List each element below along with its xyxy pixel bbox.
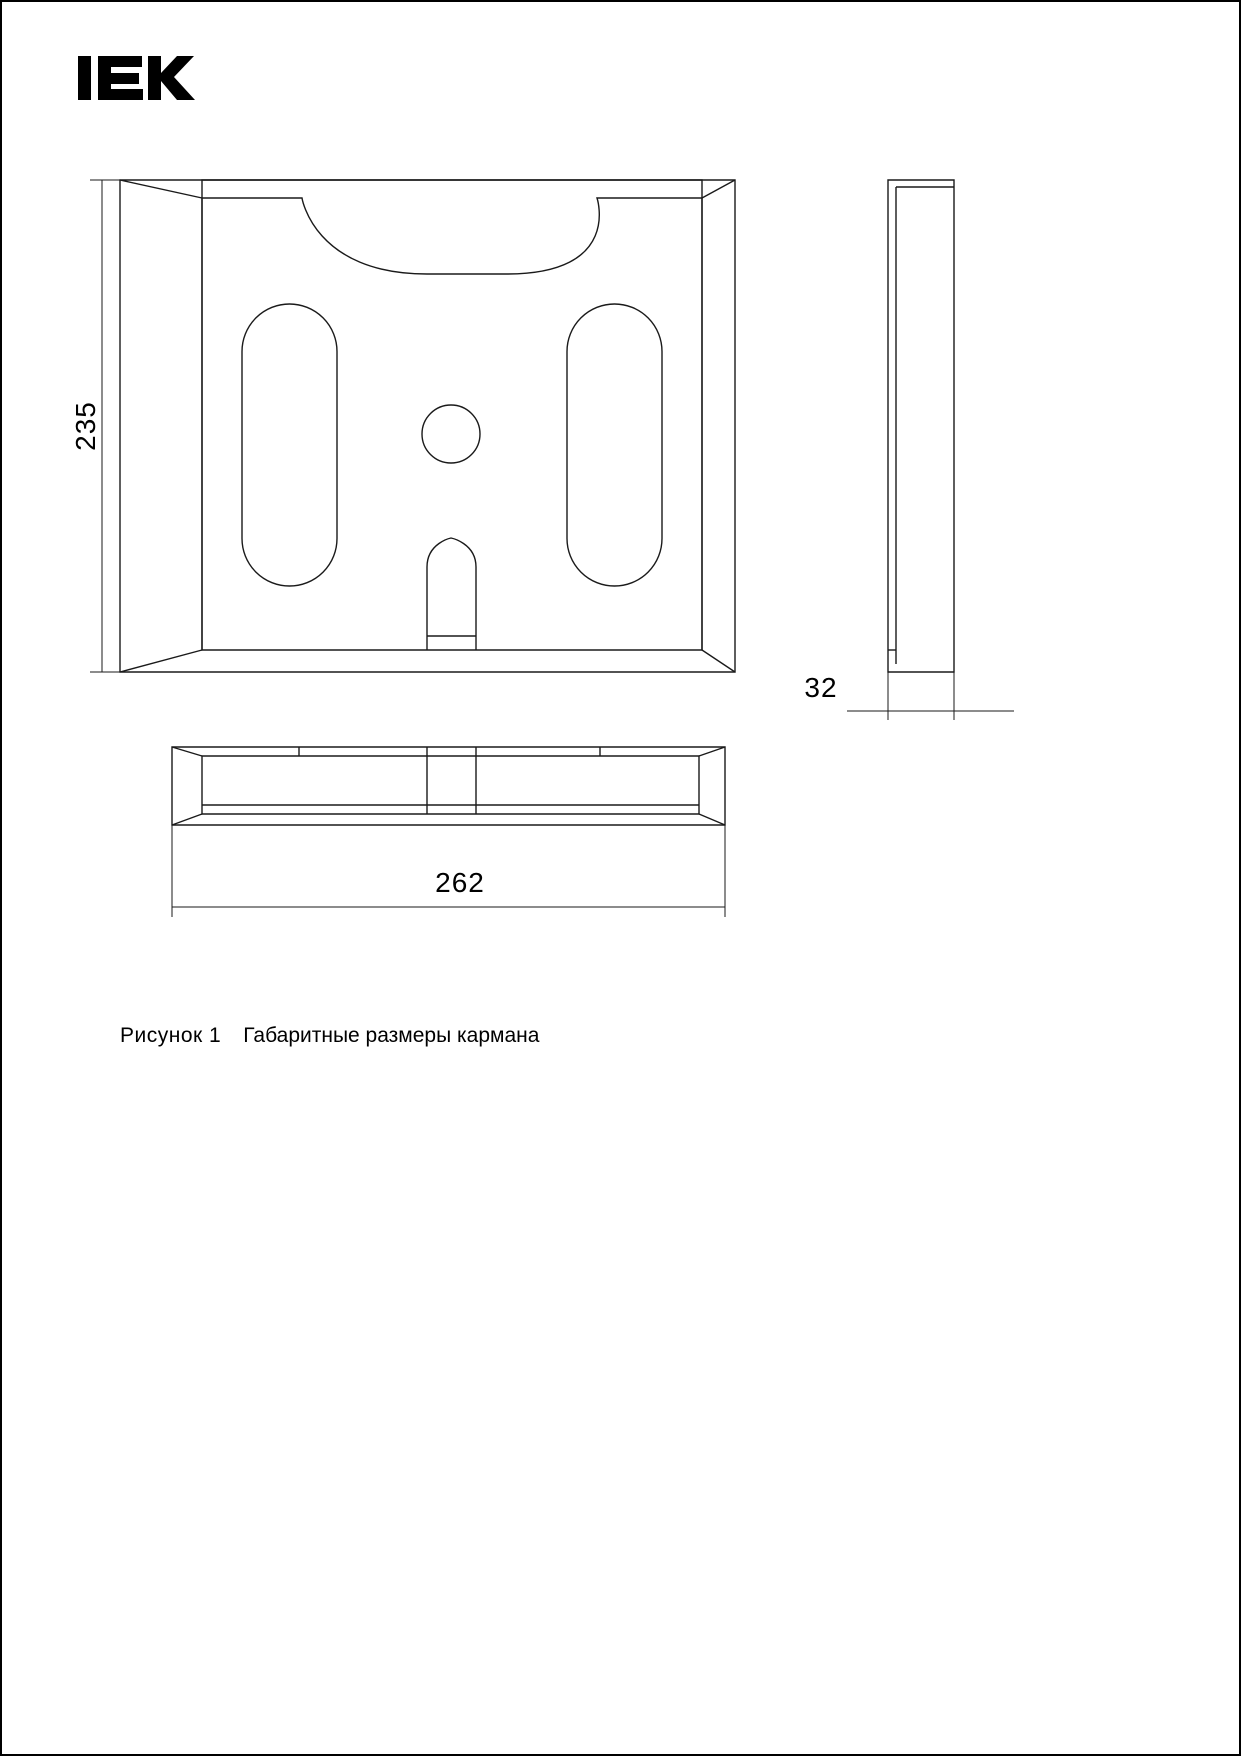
technical-drawing: [2, 2, 1241, 1756]
dimension-depth-label: 32: [804, 672, 838, 703]
dimension-lines: [90, 180, 725, 917]
front-view: [120, 180, 735, 672]
top-view: [172, 747, 725, 825]
side-view: [847, 180, 1014, 720]
dimension-width-label: 262: [435, 867, 485, 898]
figure-text: Габаритные размеры кармана: [243, 1024, 540, 1047]
figure-caption: [120, 1024, 539, 1048]
figure-label: Рисунок 1: [120, 1024, 222, 1047]
dimension-height-label: 235: [70, 401, 101, 451]
